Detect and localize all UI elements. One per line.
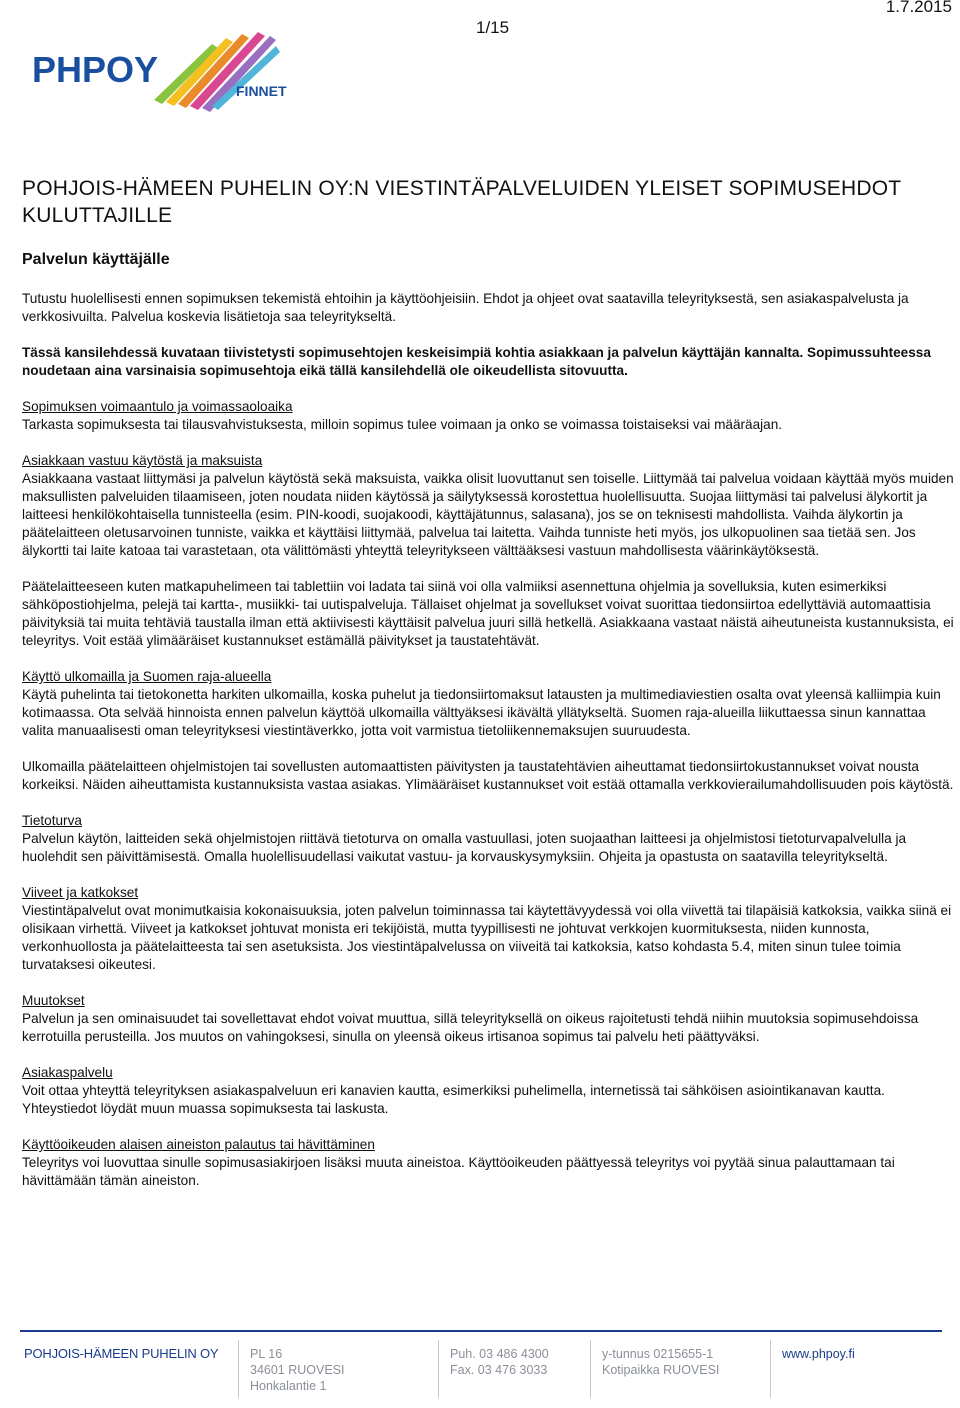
intro-paragraph: Tutustu huolellisesti ennen sopimuksen tekemistä ehtoihin ja käyttöohjeisiin. Ehdot ja ohjeet ovat saatavilla teleyrityksestä, sen asiakaspalvelusta ja verkkosivuilta. Palvelua koskevia lisätietoja saa teleyritykseltä. — [22, 291, 909, 324]
footer-divider — [590, 1340, 591, 1398]
section-paragraph: Viestintäpalvelut ovat monimutkaisia kokonaisuuksia, joten palvelun toiminnassa tai käytettävyydessä voi olla viivettä tai tilapäisiä katkoksia, vaikka siinä ei olisikaan virhettä. Viiveet ja katkokset johtuvat monista eri tekijöistä, mutta tyypillisesti ne johtuvat verkkojen kuormituksesta, niiden kunnosta, verkonhuollosta ja päätelaitteesta tai sen asetuksista. Jos viestintäpalvelussa on viiveitä tai katkoksia, katso kohdasta 5.4, miten sinun tulee toimia turvataksesi oikeutesi. — [22, 903, 952, 972]
document-date: 1.7.2015 — [885, 0, 952, 16]
section-heading: Viiveet ja katkokset — [22, 885, 139, 900]
page-footer — [0, 1328, 960, 1408]
section-heading: Käyttö ulkomailla ja Suomen raja-alueella — [22, 669, 272, 684]
section-heading: Muutokset — [22, 993, 85, 1008]
logo-swoosh — [154, 32, 280, 112]
footer-address-line: PL 16 — [250, 1347, 283, 1361]
logo-brand: PHPOY — [32, 49, 159, 90]
section-paragraph: Teleyritys voi luovuttaa sinulle sopimusasiakirjoen lisäksi muuta aineistoa. Käyttöoikeuden päättyessä teleyritys voi pyytää sinua palauttamaan tai hävittämään tämän aineiston. — [22, 1155, 895, 1188]
document-subtitle: Palvelun käyttäjälle — [22, 251, 170, 268]
section-paragraph: Ulkomailla päätelaitteen ohjelmistojen tai sovellusten automaattisten päivitysten ja taustatehtävien aiheuttamat tiedonsiirtokustannukset voivat nousta korkeiksi. Näiden aiheuttamista kustannuksista vastaa asiakas. Ylimääräiset kustannukset voit estää ottamalla verkkovierailumahdollisuuden pois käytöstä. — [22, 759, 954, 792]
footer-kotipaikka: Kotipaikka RUOVESI — [602, 1363, 720, 1377]
footer-address-line: Honkalantie 1 — [250, 1379, 327, 1393]
section-paragraph: Tarkasta sopimuksesta tai tilausvahvistuksesta, milloin sopimus tulee voimaan ja onko se voimassa toistaiseksi vai määräajan. — [22, 417, 783, 432]
footer-divider — [770, 1340, 771, 1398]
document-title: POHJOIS-HÄMEEN PUHELIN OY:N VIESTINTÄPALVELUIDEN YLEISET SOPIMUSEHDOT KULUTTAJILLE — [22, 177, 901, 227]
section-paragraph: Päätelaitteeseen kuten matkapuhelimeen tai tablettiin voi ladata tai siinä voi olla valmiiksi asennettuna ohjelmia ja sovelluksia, kuten esimerkiksi sähköpostiohjelma, pelejä tai kartta-, musiikki- tai uutispalveluja. Tällaiset ohjelmat ja sovellukset voivat suorittaa tiedonsiirtoa edellyttäviä automaattisia päivityksiä tai muita tehtäviä taustalla ilman että aktiivisesti käyttäisit palvelua juuri sillä hetkellä. Asiakkaana vastaat näistä aiheutuneista kustannuksista, ei teleyritys. Voit estää ylimääräiset kustannukset estämällä päivitykset ja taustatehtävät. — [22, 579, 954, 648]
footer-company: POHJOIS-HÄMEEN PUHELIN OY — [24, 1346, 219, 1361]
footer-address-line: 34601 RUOVESI — [250, 1363, 345, 1377]
footer-website-link[interactable]: www.phpoy.fi — [782, 1347, 855, 1361]
footer-divider — [238, 1340, 239, 1398]
section-paragraph: Palvelun käytön, laitteiden sekä ohjelmistojen riittävä tietoturva on omalla vastuullasi, joten suojaathan laitteesi ja ohjelmistosi tietoturvapalvelulla ja huolehdit sen päivittämisestä. Omalla huolellisuudellasi vaikutat vastuu- ja korvauskysymyksiin. Ohjeita ja opastusta on saatavilla teleyritykseltä. — [22, 831, 907, 864]
footer-contact — [450, 1346, 549, 1378]
footer-company-info — [602, 1346, 719, 1378]
section-heading: Sopimuksen voimaantulo ja voimassaoloaika — [22, 399, 293, 414]
footer-address — [250, 1346, 345, 1394]
section-heading: Asiakkaan vastuu käytöstä ja maksuista — [22, 453, 263, 468]
section-heading: Tietoturva — [22, 813, 82, 828]
footer-phone: Puh. 03 486 4300 — [450, 1347, 549, 1361]
section-paragraph: Asiakkaana vastaat liittymäsi ja palvelun käytöstä sekä maksuista, vaikka olisit luovuttanut sen toiselle. Liittymää tai palvelua voidaan käyttää myös muiden maksullisten palveluiden tilaamiseen, joten noudata niiden käytössä ja säilytyksessä korostettua huolellisuutta. Suojaa liittymäsi tai palvelusi älykortit ja laitteesi henkilökohtaisella tunnisteella (esim. PIN-koodi, suojakoodi, käyttäjätunnus, salasana), jos se on teknisesti mahdollista. Vaihda älykortin ja päätelaitteen oletusarvoinen tunniste, vaikka et käyttäisi liittymää, palvelua tai laitetta. Vaihda tunniste heti myös, jos ulkopuolinen saa tietää sen. Jos älykortti tai laite katoaa tai varastetaan, ota välittömästi yhteyttä teleyritykseen välttääksesi vastuun mahdollisesta väärinkäytöksestä. — [22, 471, 954, 558]
footer-rule — [20, 1330, 942, 1332]
footer-ytunnus: y-tunnus 0215655-1 — [602, 1347, 714, 1361]
footer-divider — [438, 1340, 439, 1398]
page-number: 1/15 — [476, 18, 510, 37]
phpoy-finnet-logo — [4, 22, 322, 120]
section-paragraph: Käytä puhelinta tai tietokonetta harkiten ulkomailla, koska puhelut ja tiedonsiirtomaksut latausten ja multimediaviestien osalta ovat yleensä kalliimpia kuin kotimaassa. Ota selvää hinnoista ennen palvelun käyttöä ulkomailla välttyäksesi ikävältä yllätykseltä. Suomen raja-alueilla liikuttaessa sinun kannattaa valita manuaalisesti oman teleyrityksesi viestintäverkko, jotta voit varmistua tietoliikennemaksujen suuruudesta. — [22, 687, 941, 738]
footer-fax: Fax. 03 476 3033 — [450, 1363, 548, 1377]
section-paragraph: Voit ottaa yhteyttä teleyrityksen asiakaspalveluun eri kanavien kautta, esimerkiksi puhelimella, internetissä tai sähköisen asiointikanavan kautta. Yhteystiedot löydät muun muassa sopimuksesta tai laskusta. — [22, 1083, 885, 1116]
logo-sub: FINNET — [236, 83, 287, 99]
intro-summary: Tässä kansilehdessä kuvataan tiivistetysti sopimusehtojen keskeisimpiä kohtia asiakkaan ja palvelun käyttäjän kannalta. Sopimussuhteessa noudetaan aina varsinaisia sopimusehtoja eikä tällä kansilehdellä ole oikeudellista sitovuutta. — [22, 345, 931, 378]
section-paragraph: Palvelun ja sen ominaisuudet tai sovellettavat ehdot voivat muuttua, sillä teleyrityksellä on oikeus rajoitetusti tehdä niihin muutoksia sopimusehdoissa kerrotuilla perusteilla. Jos muutos on vahingoksesi, sinulla on yleensä oikeus irtisanoa sopimus tai palvelu heti päättyväksi. — [22, 1011, 919, 1044]
section-heading: Käyttöoikeuden alaisen aineiston palautus tai hävittäminen — [22, 1137, 375, 1152]
document-body — [22, 290, 954, 1190]
section-heading: Asiakaspalvelu — [22, 1065, 113, 1080]
